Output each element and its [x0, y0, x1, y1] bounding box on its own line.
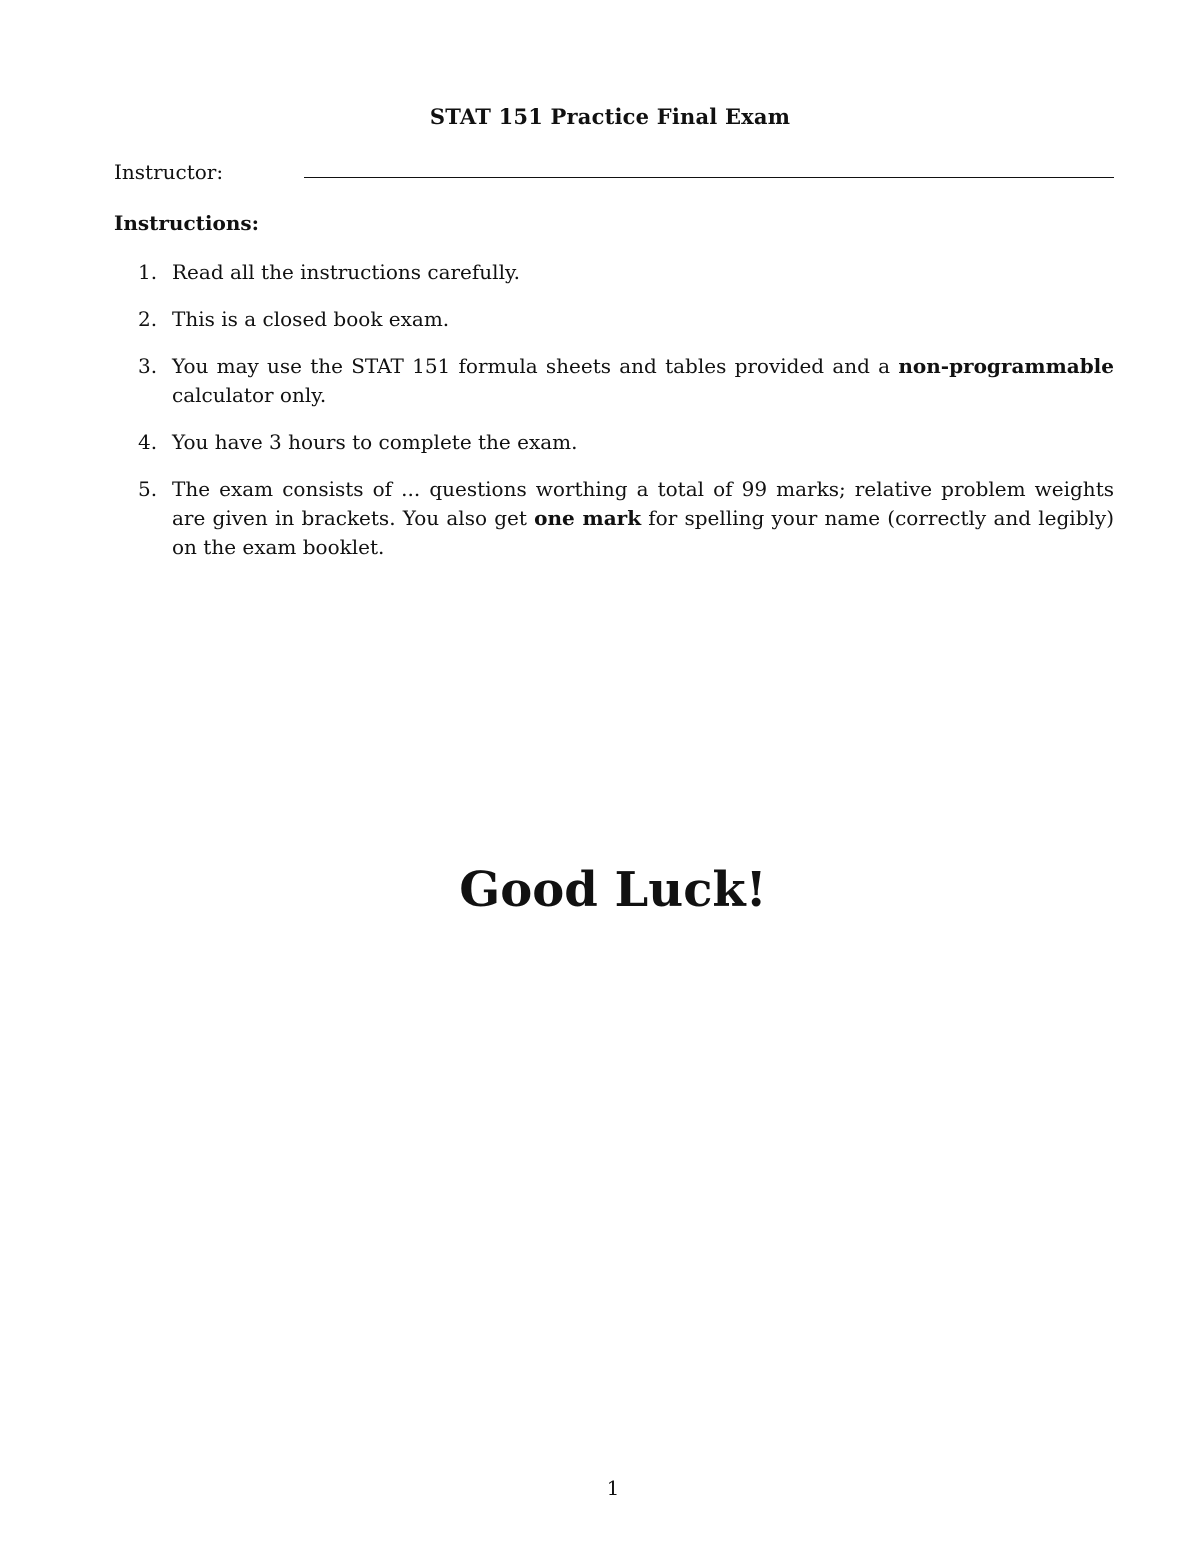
- good-luck-text: Good Luck!: [459, 862, 767, 918]
- instruction-number: 5.: [138, 477, 158, 501]
- instruction-number: 4.: [138, 430, 158, 454]
- instruction-emphasis: non-programmable: [898, 354, 1114, 378]
- instructor-row: [114, 160, 1114, 190]
- instruction-number: 1.: [138, 260, 158, 284]
- instruction-text: You may use the STAT 151 formula sheets and tables provided and a: [172, 354, 899, 378]
- instruction-number: 2.: [138, 307, 158, 331]
- instruction-text: The exam consists of ... questions worthing a total of 99 marks; relative problem weights are given in brackets. You also get: [172, 477, 1114, 530]
- instruction-item: [114, 352, 1114, 410]
- instruction-item: [114, 428, 1114, 457]
- instructor-label: Instructor:: [114, 160, 224, 184]
- instruction-text: This is a closed book exam.: [172, 307, 450, 331]
- instruction-text: You have 3 hours to complete the exam.: [172, 430, 578, 454]
- instruction-text: for spelling your name (correctly and legibly) on the exam booklet.: [172, 506, 1114, 559]
- instruction-item: [114, 475, 1114, 562]
- instructions-heading: Instructions:: [114, 211, 260, 235]
- instruction-item: [114, 305, 1114, 334]
- instructor-blank-line: [304, 177, 1114, 178]
- instruction-item: [114, 258, 1114, 287]
- instruction-emphasis: one mark: [534, 506, 642, 530]
- instructions-list: [114, 258, 1114, 580]
- page-number: 1: [606, 1476, 620, 1500]
- instruction-text: Read all the instructions carefully.: [172, 260, 520, 284]
- page-title: STAT 151 Practice Final Exam: [429, 104, 791, 129]
- instruction-text: calculator only.: [172, 383, 327, 407]
- instruction-number: 3.: [138, 354, 158, 378]
